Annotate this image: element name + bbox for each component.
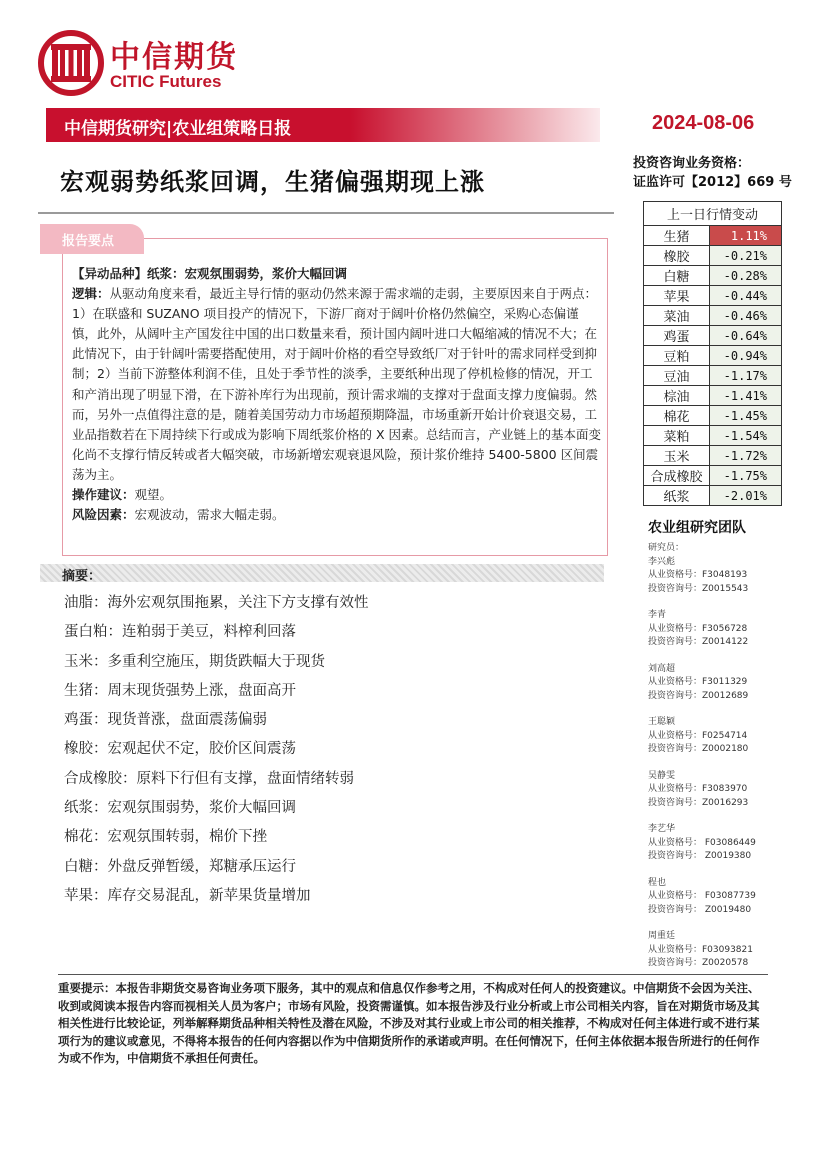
qualification-line2: 证监许可【2012】669 号 xyxy=(633,175,792,190)
analyst-name: 刘高超 xyxy=(648,663,676,674)
risk-label: 风险因素： xyxy=(72,507,135,523)
key-points-tab xyxy=(40,224,144,254)
price-change-row xyxy=(644,266,782,286)
price-change-value: -1.75% xyxy=(710,466,782,486)
analyst-entry xyxy=(648,556,756,597)
analyst-consult: 投资咨询号：Z0020578 xyxy=(648,958,749,968)
abstract-item: 油脂：海外宏观氛围拖累，关注下方支撑有效性 xyxy=(64,595,369,611)
title-divider xyxy=(38,212,614,214)
abstract-label: 摘要： xyxy=(62,569,102,584)
logic-paragraph xyxy=(72,284,602,485)
analyst-consult: 投资咨询号： Z0019380 xyxy=(648,851,752,861)
price-change-row xyxy=(644,246,782,266)
analyst-name: 吴静雯 xyxy=(648,770,676,781)
price-change-table-title: 上一日行情变动 xyxy=(644,202,782,226)
commodity-name: 苹果 xyxy=(644,286,710,306)
abstract-item: 白糖：外盘反弹暂缓，郑糖承压运行 xyxy=(64,858,296,875)
price-change-value: -2.01% xyxy=(710,486,782,506)
key-points-headline: 【异动品种】纸浆：宏观氛围弱势，浆价大幅回调 xyxy=(72,266,348,281)
citic-logo-icon xyxy=(38,30,104,96)
commodity-name: 豆粕 xyxy=(644,346,710,366)
abstract-list xyxy=(64,592,369,914)
analyst-consult: 投资咨询号： Z0019480 xyxy=(648,904,752,915)
report-series-title: 中信期货研究|农业组策略日报 xyxy=(64,119,292,139)
analyst-entry xyxy=(648,663,756,704)
analyst-license: 从业资格号：F3048193 xyxy=(648,570,748,580)
price-change-value: -1.41% xyxy=(710,386,782,406)
commodity-name: 合成橡胶 xyxy=(644,466,710,486)
price-change-row xyxy=(644,366,782,386)
commodity-name: 橡胶 xyxy=(644,246,710,266)
price-change-value: -0.64% xyxy=(710,326,782,346)
disclaimer: 重要提示：本报告非期货交易咨询业务项下服务，其中的观点和信息仅作参考之用，不构成对任何人的投资建议。中信期货不会因为关注、收到或阅读本报告内容而视相关人员为客户；市场有风险，投资需谨慎。如本报告涉及行业分析或上市公司相关内容，旨在对期货市场及其相关性进行比较论证，列举解释期货品种相关特性及潜在风险，不涉及对其行业或上市公司的相关推荐，不构成对任何主体进行或不进行某项行为的建议或意见，不得将本报告的任何内容据以作为中信期货所作的承诺或声明。在任何情况下，任何主体依据本报告所进行的任何作为或不作为，中信期货不承担任何责任。 xyxy=(58,981,760,1065)
advice-text: 观望。 xyxy=(134,487,173,503)
price-change-row xyxy=(644,426,782,446)
logic-label: 逻辑： xyxy=(72,286,110,302)
advice-paragraph xyxy=(72,485,602,505)
analyst-consult: 投资咨询号：Z0014122 xyxy=(648,637,749,647)
price-change-row xyxy=(644,346,782,366)
analyst-name: 王聪颖 xyxy=(648,717,676,727)
price-change-row xyxy=(644,286,782,306)
analyst-entry xyxy=(648,716,756,757)
risk-paragraph xyxy=(72,505,602,525)
analyst-license: 从业资格号：F0254714 xyxy=(648,730,748,741)
price-change-row xyxy=(644,446,782,466)
price-change-table xyxy=(643,201,782,506)
commodity-name: 鸡蛋 xyxy=(644,326,710,346)
abstract-item: 橡胶：宏观起伏不定，胶价区间震荡 xyxy=(64,741,296,758)
team-role-label: 研究员： xyxy=(648,543,685,553)
analyst-license: 从业资格号： F03086449 xyxy=(648,837,756,848)
price-change-row xyxy=(644,326,782,346)
price-change-table-body xyxy=(644,226,782,506)
report-series-band xyxy=(46,108,600,142)
analyst-name: 李兴彪 xyxy=(648,556,676,567)
price-change-value: -1.54% xyxy=(710,426,782,446)
analyst-consult: 投资咨询号：Z0012689 xyxy=(648,690,749,701)
analyst-name: 李艺华 xyxy=(648,824,676,834)
analyst-entry xyxy=(648,770,756,811)
abstract-item: 纸浆：宏观氛围弱势，浆价大幅回调 xyxy=(64,800,296,817)
price-change-value: -1.72% xyxy=(710,446,782,466)
abstract-item: 棉花：宏观氛围转弱，棉价下挫 xyxy=(64,829,267,846)
logic-text: 从驱动角度来看，最近主导行情的驱动仍然来源于需求端的走弱，主要原因来自于两点：1）在联盛和 SUZANO 项目投产的情况下，下游厂商对于阔叶价格仍然偏空，采购心态偏谨慎，此外，从阔叶主产国发往中国的出口数量来看，预计国内阔叶进口大幅缩减的情况不大；在此情况下，由于针阔叶需要搭配使用，对于阔叶价格的看空导致纸厂对于针叶的需求同样受到抑制；2）当前下游整体利润不佳，且处于季节性的淡季，主要纸种出现了停机检修的情况，开工和产消出现了明显下滑，在下游补库行为出现前，预计需求端的支撑对于盘面支撑力度偏弱。然而，另外一点值得注意的是，随着美国劳动力市场超预期降温，市场重新开始计价衰退交易，工业品指数若在下周持续下行或成为影响下周纸浆价格的 X 因素。总结而言，产业链上的基本面变化尚不支撑行情反转或者大幅突破，市场新增宏观衰退风险，预计浆价维持 5400-5800 区间震荡为主。 xyxy=(72,286,602,482)
commodity-name: 棕油 xyxy=(644,386,710,406)
brand-name-en: CITIC Futures xyxy=(110,72,222,91)
analyst-license: 从业资格号：F03093821 xyxy=(648,944,753,955)
analyst-name: 周重廷 xyxy=(648,931,676,941)
commodity-name: 菜油 xyxy=(644,306,710,326)
commodity-name: 菜粕 xyxy=(644,426,710,446)
price-change-row xyxy=(644,306,782,326)
team-list xyxy=(648,542,756,984)
price-change-value: -0.44% xyxy=(710,286,782,306)
price-change-value: -0.21% xyxy=(710,246,782,266)
report-date: 2024-08-06 xyxy=(652,112,755,134)
brand-name-cn: 中信期货 xyxy=(110,40,238,75)
analyst-license: 从业资格号：F3056728 xyxy=(648,623,748,634)
analyst-consult: 投资咨询号：Z0015543 xyxy=(648,583,749,594)
analyst-name: 李青 xyxy=(648,610,667,620)
analyst-license: 从业资格号： F03087739 xyxy=(648,891,756,901)
price-change-row xyxy=(644,226,782,246)
commodity-name: 棉花 xyxy=(644,406,710,426)
price-change-value: -1.17% xyxy=(710,366,782,386)
disclaimer-divider xyxy=(58,974,768,975)
abstract-item: 生猪：周末现货强势上涨，盘面高开 xyxy=(64,682,296,699)
price-change-row xyxy=(644,386,782,406)
page-title: 宏观弱势纸浆回调，生猪偏强期现上涨 xyxy=(60,168,485,196)
abstract-item: 玉米：多重利空施压，期货跌幅大于现货 xyxy=(64,653,325,670)
commodity-name: 豆油 xyxy=(644,366,710,386)
risk-text: 宏观波动，需求大幅走弱。 xyxy=(134,507,285,523)
commodity-name: 玉米 xyxy=(644,446,710,466)
key-points-tab-label: 报告要点 xyxy=(62,234,115,249)
abstract-item: 鸡蛋：现货普涨，盘面震荡偏弱 xyxy=(64,712,267,729)
commodity-name: 纸浆 xyxy=(644,486,710,506)
qualification-line1: 投资咨询业务资格： xyxy=(633,156,751,171)
price-change-row xyxy=(644,406,782,426)
analyst-entry xyxy=(648,823,756,864)
key-points-body xyxy=(72,264,602,525)
price-change-row xyxy=(644,486,782,506)
analyst-entry xyxy=(648,609,756,650)
price-change-value: -0.28% xyxy=(710,266,782,286)
advice-label: 操作建议： xyxy=(72,487,135,503)
commodity-name: 生猪 xyxy=(644,226,710,246)
team-title: 农业组研究团队 xyxy=(648,520,746,536)
price-change-row xyxy=(644,466,782,486)
analyst-license: 从业资格号：F3083970 xyxy=(648,784,748,794)
price-change-value: -0.46% xyxy=(710,306,782,326)
abstract-item: 合成橡胶：原料下行但有支撑，盘面情绪转弱 xyxy=(64,770,354,787)
price-change-value: 1.11% xyxy=(710,226,782,246)
price-change-value: -0.94% xyxy=(710,346,782,366)
abstract-item: 蛋白粕：连粕弱于美豆，料榨利回落 xyxy=(64,624,296,641)
analyst-entry xyxy=(648,877,756,918)
citic-logo xyxy=(38,30,268,96)
price-change-value: -1.45% xyxy=(710,406,782,426)
commodity-name: 白糖 xyxy=(644,266,710,286)
analyst-consult: 投资咨询号：Z0016293 xyxy=(648,797,749,808)
analyst-consult: 投资咨询号：Z0002180 xyxy=(648,744,749,754)
analyst-entry xyxy=(648,930,756,971)
qualification xyxy=(633,154,792,192)
abstract-bar xyxy=(40,564,604,582)
analyst-license: 从业资格号：F3011329 xyxy=(648,677,748,687)
analyst-name: 程也 xyxy=(648,877,667,888)
abstract-item: 苹果：库存交易混乱，新苹果货量增加 xyxy=(64,887,311,904)
